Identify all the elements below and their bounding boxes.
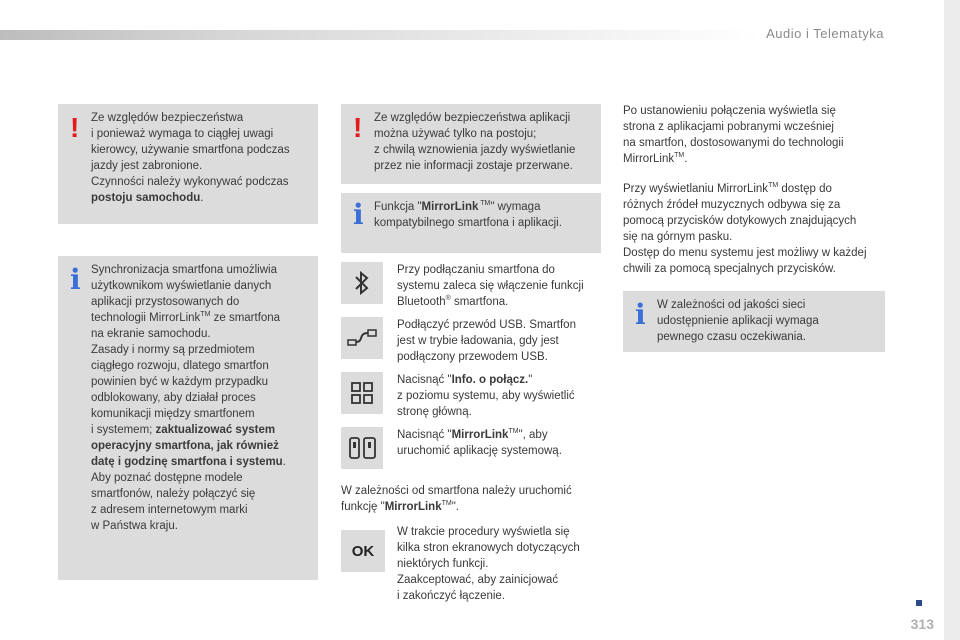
page-marker: [916, 600, 922, 606]
text-line: Nacisnąć ": [397, 429, 452, 441]
info-icon: i: [70, 263, 81, 296]
text-line: W zależności od jakości sieci: [657, 299, 806, 311]
bold-text: datę i godzinę smartfona i systemu: [91, 456, 283, 468]
text-line: ciągłego rozwoju, dlatego smartfon: [91, 360, 269, 372]
text-line: aplikacji przystosowanych do: [91, 296, 240, 308]
warning-icon: !: [353, 112, 363, 143]
punct: .: [282, 456, 286, 468]
text-line: w Państwa kraju.: [91, 520, 178, 532]
text-line: powinien być w każdym przypadku: [91, 376, 269, 388]
tm-mark: TM: [200, 311, 211, 319]
text-line: udostępnienie aplikacji wymaga: [657, 315, 819, 327]
text-line: chwili za pomocą specjalnych przycisków.: [623, 263, 836, 275]
info-box-compat: [341, 193, 601, 253]
text-line: Ze względów bezpieczeństwa aplikacji: [374, 112, 571, 124]
text-line: niektórych funkcji.: [397, 558, 489, 570]
text-line: różnych źródeł muzycznych odbywa się za: [623, 199, 841, 211]
text-line: z chwilą wznowienia jazdy wyświetlanie: [374, 144, 576, 156]
punct: .: [684, 153, 688, 165]
warning-box-driving: [58, 104, 318, 224]
text-line: Przy podłączaniu smartfona do: [397, 264, 555, 276]
text-line: technologii MirrorLink: [91, 312, 201, 324]
text-line: funkcję ": [341, 501, 385, 513]
warning-icon: !: [70, 112, 80, 143]
home-grid-icon: [341, 372, 383, 414]
ok-button-icon: [341, 530, 385, 572]
bold-text: zaktualizować system: [155, 424, 276, 436]
text-line: użytkownikom wyświetlanie danych: [91, 280, 272, 292]
text-line: Aby poznać dostępne modele: [91, 472, 243, 484]
text-line: jazdy jest zabronione.: [91, 160, 203, 172]
text-line: z poziomu systemu, aby wyświetlić: [397, 390, 575, 402]
text-line: uruchomić aplikację systemową.: [397, 445, 562, 457]
tm-mark: TM: [441, 500, 452, 508]
text-line: " wymaga: [490, 201, 541, 213]
text-line: MirrorLink: [623, 153, 675, 165]
info-icon: i: [635, 298, 646, 331]
text-line: i ponieważ wymaga to ciągłej uwagi: [91, 128, 274, 140]
text-line: dostęp do: [778, 183, 832, 195]
text-line: smartfonów, należy połączyć się: [91, 488, 256, 500]
text-line: Zasady i normy są przedmiotem: [91, 344, 255, 356]
text-line: strona z aplikacjami pobranymi wcześniej: [623, 121, 834, 133]
text-line: można używać tylko na postoju;: [374, 128, 537, 140]
text-line: pewnego czasu oczekiwania.: [657, 331, 806, 343]
text-line: na smartfon, dostosowanymi do technologii: [623, 137, 844, 149]
tm-mark: TM: [508, 428, 519, 436]
text-line: i zakończyć łączenie.: [397, 590, 506, 602]
text-line: ze smartfona: [210, 312, 281, 324]
tm-mark: TM: [768, 182, 779, 190]
text-line: na ekranie samochodu.: [91, 328, 211, 340]
step-ok: [341, 524, 603, 606]
text-line: Zaakceptować, aby zainicjować: [397, 574, 559, 586]
text-line: W trakcie procedury wyświetla się: [397, 526, 570, 538]
text-line: ": [528, 374, 533, 386]
header-bar: [0, 30, 760, 40]
tm-mark: TM: [674, 152, 685, 160]
text-line: Synchronizacja smartfona umożliwia: [91, 264, 277, 276]
warning-box-parking: [341, 104, 601, 184]
text-line: Bluetooth: [397, 296, 446, 308]
page-number: 313: [910, 616, 934, 632]
text-line: przez nie informacji zostaje przerwane.: [374, 160, 573, 172]
mirrorlink-icon: [341, 427, 383, 469]
text-line: W zależności od smartfona należy uruchomić: [341, 485, 572, 497]
text-line: kilka stron ekranowych dotyczących: [397, 542, 580, 554]
text-line: Czynności należy wykonywać podczas: [91, 176, 289, 188]
text-line: Funkcja ": [374, 201, 422, 213]
right-paragraph-2: [623, 181, 893, 277]
step-connection-info: [341, 372, 603, 420]
bold-text: Info. o połącz.: [451, 374, 529, 386]
text-line: komunikacji między smartfonem: [91, 408, 255, 420]
text-line: Przy wyświetlaniu MirrorLink: [623, 183, 769, 195]
middle-note: [341, 483, 603, 515]
tm-mark: TM: [478, 200, 491, 208]
text-line: Nacisnąć ": [397, 374, 452, 386]
text-line: smartfona.: [450, 296, 509, 308]
step-usb: [341, 317, 603, 365]
step-bluetooth: [341, 262, 603, 310]
text-line: się na górnym pasku.: [623, 231, 733, 243]
info-box-network: [623, 291, 885, 352]
text-line: jest w trybie ładowania, gdy jest: [397, 335, 559, 347]
text-line: z adresem internetowym marki: [91, 504, 248, 516]
reg-mark: ®: [445, 295, 451, 303]
text-line: ", aby: [518, 429, 548, 441]
ok-label: OK: [351, 542, 375, 560]
right-paragraph-1: [623, 103, 893, 167]
text-line: kompatybilnego smartfona i aplikacji.: [374, 217, 562, 229]
text-line: Ze względów bezpieczeństwa: [91, 112, 244, 124]
bold-text: operacyjny smartfona, jak również: [91, 440, 279, 452]
bold-text: MirrorLink: [421, 201, 479, 213]
usb-cable-icon: [341, 317, 383, 359]
punct: .: [200, 192, 204, 204]
bluetooth-icon: [341, 262, 383, 304]
text-line: Dostęp do menu systemu jest możliwy w każdej: [623, 247, 867, 259]
info-box-sync: [58, 256, 318, 580]
bold-text: MirrorLink: [451, 429, 509, 441]
text-line: podłączony przewodem USB.: [397, 351, 548, 363]
text-line: odblokowany, aby działał proces: [91, 392, 256, 404]
info-icon: i: [353, 198, 364, 231]
text-line: i systemem;: [91, 424, 156, 436]
step-mirrorlink: [341, 427, 603, 475]
bold-text: MirrorLink: [384, 501, 442, 513]
section-title: Audio i Telematyka: [766, 26, 884, 41]
bold-text: postoju samochodu: [91, 192, 201, 204]
text-line: kierowcy, używanie smartfona podczas: [91, 144, 290, 156]
text-line: ".: [451, 501, 459, 513]
text-line: systemu zaleca się włączenie funkcji: [397, 280, 584, 292]
text-line: stronę główną.: [397, 406, 472, 418]
text-line: Podłączyć przewód USB. Smartfon: [397, 319, 576, 331]
text-line: pomocą przycisków dotykowych znajdujących: [623, 215, 857, 227]
text-line: Po ustanowieniu połączenia wyświetla się: [623, 105, 836, 117]
page-edge-strip: [944, 0, 960, 640]
